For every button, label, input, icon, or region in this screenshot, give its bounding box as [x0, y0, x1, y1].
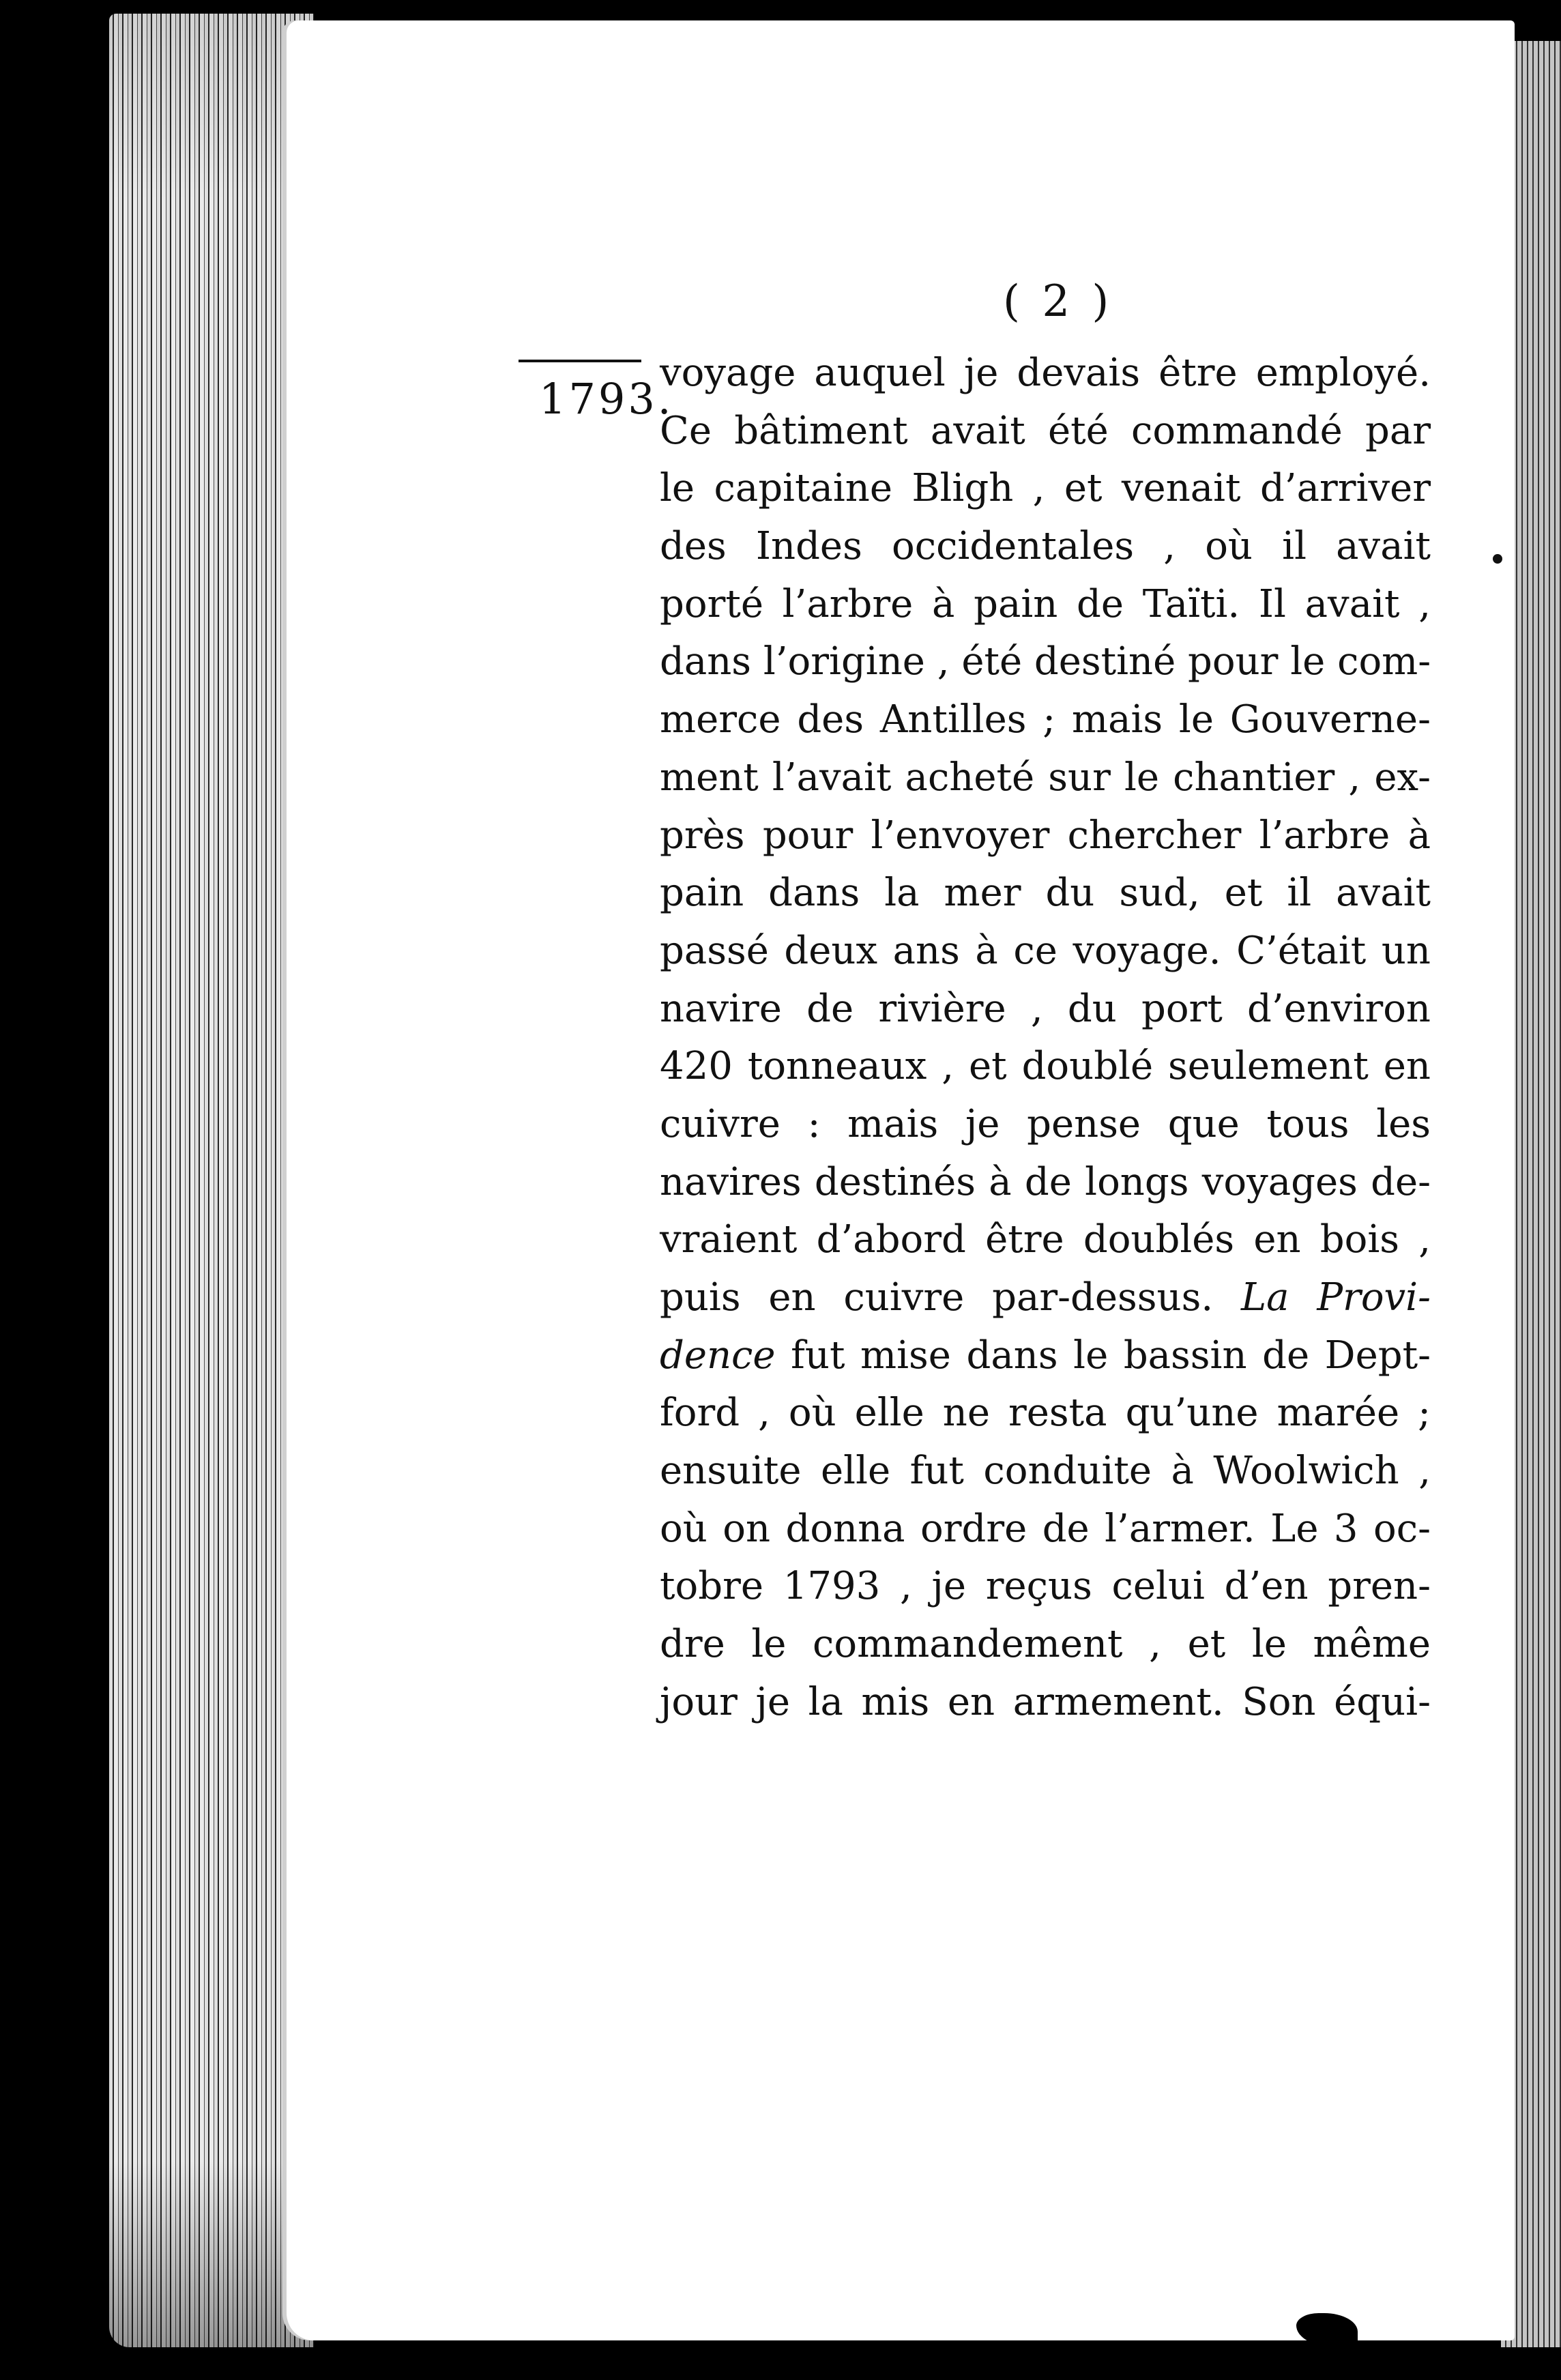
stray-ink-dot: [1493, 554, 1502, 564]
text-segment: ford , où elle ne resta qu’une marée ;: [660, 1391, 1431, 1436]
italic-text-segment: dence: [660, 1333, 776, 1378]
text-line: [660, 518, 1431, 576]
book-fore-edge: [109, 14, 314, 2347]
text-segment: près pour l’envoyer chercher l’arbre à: [660, 813, 1431, 858]
text-segment: pain dans la mer du sud, et il avait: [660, 871, 1431, 916]
text-line: [660, 1096, 1431, 1154]
text-segment: navires destinés à de longs voyages de-: [660, 1159, 1431, 1204]
text-segment: dre le commandement , et le même: [660, 1622, 1431, 1667]
text-line: [660, 1038, 1431, 1096]
text-segment: ment l’avait acheté sur le chantier , ex-: [660, 755, 1431, 800]
text-line: [660, 1616, 1431, 1674]
text-segment: ensuite elle fut conduite à Woolwich ,: [660, 1449, 1431, 1494]
text-line: [660, 1500, 1431, 1558]
text-line: [660, 981, 1431, 1039]
text-line: [660, 1384, 1431, 1442]
text-line: [660, 1269, 1431, 1327]
text-line: [660, 1442, 1431, 1500]
text-segment: 420 tonneaux , et doublé seulement en: [660, 1044, 1431, 1089]
text-segment: vraient d’abord être doublés en bois ,: [660, 1217, 1431, 1262]
text-line: [660, 633, 1431, 691]
text-segment: jour je la mis en armement. Son équi-: [660, 1679, 1431, 1724]
text-line: [660, 345, 1431, 403]
text-segment: Ce bâtiment avait été commandé par: [660, 408, 1431, 453]
text-line: [660, 576, 1431, 634]
page-number: ( 2 ): [1003, 276, 1113, 327]
text-line: [660, 807, 1431, 865]
text-segment: voyage auquel je devais être employé.: [660, 351, 1431, 395]
text-segment: tobre 1793 , je reçus celui d’en pren-: [660, 1564, 1431, 1609]
text-segment: dans l’origine , été destiné pour le com-: [660, 639, 1431, 684]
text-segment: fut mise dans le bassin de Dept-: [775, 1333, 1431, 1378]
text-line: [660, 460, 1431, 518]
scan-smudge: [1296, 2313, 1358, 2347]
margin-year-note: 1793.: [539, 374, 674, 424]
text-line: [660, 923, 1431, 981]
text-segment: passé deux ans à ce voyage. C’était un: [660, 928, 1431, 973]
italic-text-segment: La Provi-: [1240, 1275, 1431, 1320]
text-line: [660, 1211, 1431, 1269]
text-segment: porté l’arbre à pain de Taïti. Il avait ,: [660, 581, 1431, 626]
text-line: [660, 1674, 1431, 1732]
text-segment: merce des Antilles ; mais le Gouverne-: [660, 697, 1431, 742]
text-segment: navire de rivière , du port d’environ: [660, 986, 1431, 1031]
text-segment: puis en cuivre par-dessus.: [660, 1275, 1241, 1320]
text-segment: cuivre : mais je pense que tous les: [660, 1101, 1431, 1146]
text-segment: le capitaine Bligh , et venait d’arriver: [660, 466, 1431, 511]
body-text: [660, 345, 1431, 1732]
margin-rule: [519, 360, 641, 362]
text-line: [660, 749, 1431, 807]
text-line: [660, 691, 1431, 749]
text-line: [660, 1154, 1431, 1212]
text-line: [660, 403, 1431, 461]
text-line: [660, 865, 1431, 923]
text-segment: où on donna ordre de l’armer. Le 3 oc-: [660, 1506, 1431, 1551]
text-line: [660, 1327, 1431, 1385]
text-segment: des Indes occidentales , où il avait: [660, 524, 1431, 569]
text-line: [660, 1558, 1431, 1616]
